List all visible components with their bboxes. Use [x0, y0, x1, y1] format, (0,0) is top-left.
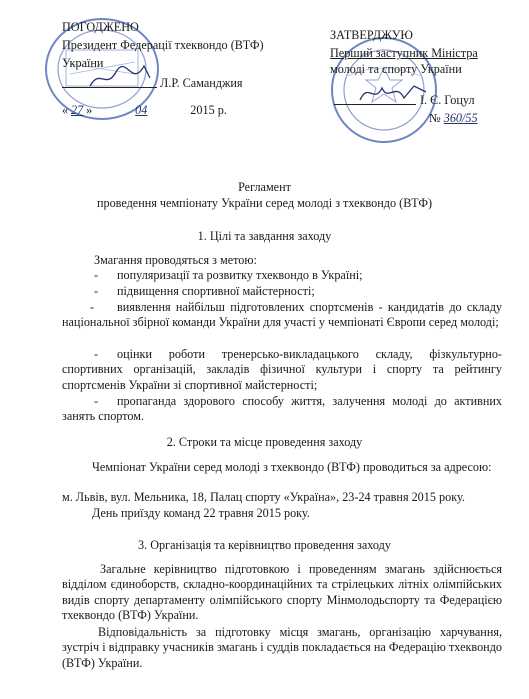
date-year: 2015 р. [190, 103, 227, 117]
approval-right-line2: молоді та спорту України [330, 62, 462, 76]
date-month: 04 [135, 103, 148, 117]
section3-heading: 3. Організація та керівництво проведення заходу [138, 538, 391, 552]
approval-left-line2: України [62, 56, 104, 70]
section1-heading: 1. Цілі та завдання заходу [197, 229, 332, 243]
number-value: 360/55 [443, 111, 478, 125]
approval-left-line1: Президент Федерації тхеквондо (ВТФ) [62, 38, 264, 52]
signature-left [86, 60, 156, 92]
number-label: № [429, 111, 441, 125]
approval-right-line1: Перший заступник Міністра [330, 46, 478, 60]
approval-right-heading: ЗАТВЕРДЖУЮ [330, 28, 413, 42]
section2-arrival: День приїзду команд 22 травня 2015 року. [92, 506, 310, 520]
list-item: - оцінки роботи тренерсько-викладацького складу, фізкультурно-спортивних організацій, закладів фізичної культури і спорту та рейтингу спортсменів України зі спортивної майстерності; [62, 347, 502, 392]
approval-left-heading: ПОГОДЖЕНО [62, 20, 139, 34]
approval-left-signer: Л.Р. Саманджия [160, 76, 243, 90]
section1-intro: Змагання проводяться з метою: [94, 253, 257, 267]
list-item: - пропаганда здорового способу життя, залучення молоді до активних занять спортом. [62, 394, 502, 424]
section3-paragraph2: Відповідальність за підготовку місця змагань, організацію харчування, зустріч і відправку учасників змагань і суддів покладається на Федерацію тхеквондо (ВТФ) України. [62, 625, 502, 670]
date-day: 27 [71, 103, 84, 117]
section2-heading: 2. Строки та місце проведення заходу [166, 435, 363, 449]
approval-right-signer: І. Є. Гоцул [420, 93, 475, 107]
document-title: Регламент [238, 180, 291, 194]
document-subtitle: проведення чемпіонату України серед молоді з тхеквондо (ВТФ) [96, 196, 433, 210]
list-item: - виявлення найбільш підготовлених спортсменів - кандидатів до складу національної збірної команди України для участі у чемпіонаті Європи серед молоді; [62, 300, 502, 330]
approval-right-number [334, 111, 484, 125]
section2-address: м. Львів, вул. Мельника, 18, Палац спорту «Україна», 23-24 травня 2015 року. [62, 490, 465, 504]
section2-paragraph1: Чемпіонат України серед молоді з тхеквондо (ВТФ) проводиться за адресою: [92, 460, 492, 474]
section3-paragraph1: Загальне керівництво підготовкою і проведенням змагань здійснюється відділом єдиноборств, складно-координаційних та стрілецьких літніх олімпійських видів спорту департаменту олімпійського спорту Мінмолодьспорту та Федерацією тхеквондо (ВТФ) України. [62, 562, 502, 623]
list-item: - популяризації та розвитку тхеквондо в Україні; [94, 268, 363, 282]
approval-left-date: « 27 » 04 2015 р. [62, 103, 227, 117]
list-item: - підвищення спортивної майстерності; [94, 284, 315, 298]
